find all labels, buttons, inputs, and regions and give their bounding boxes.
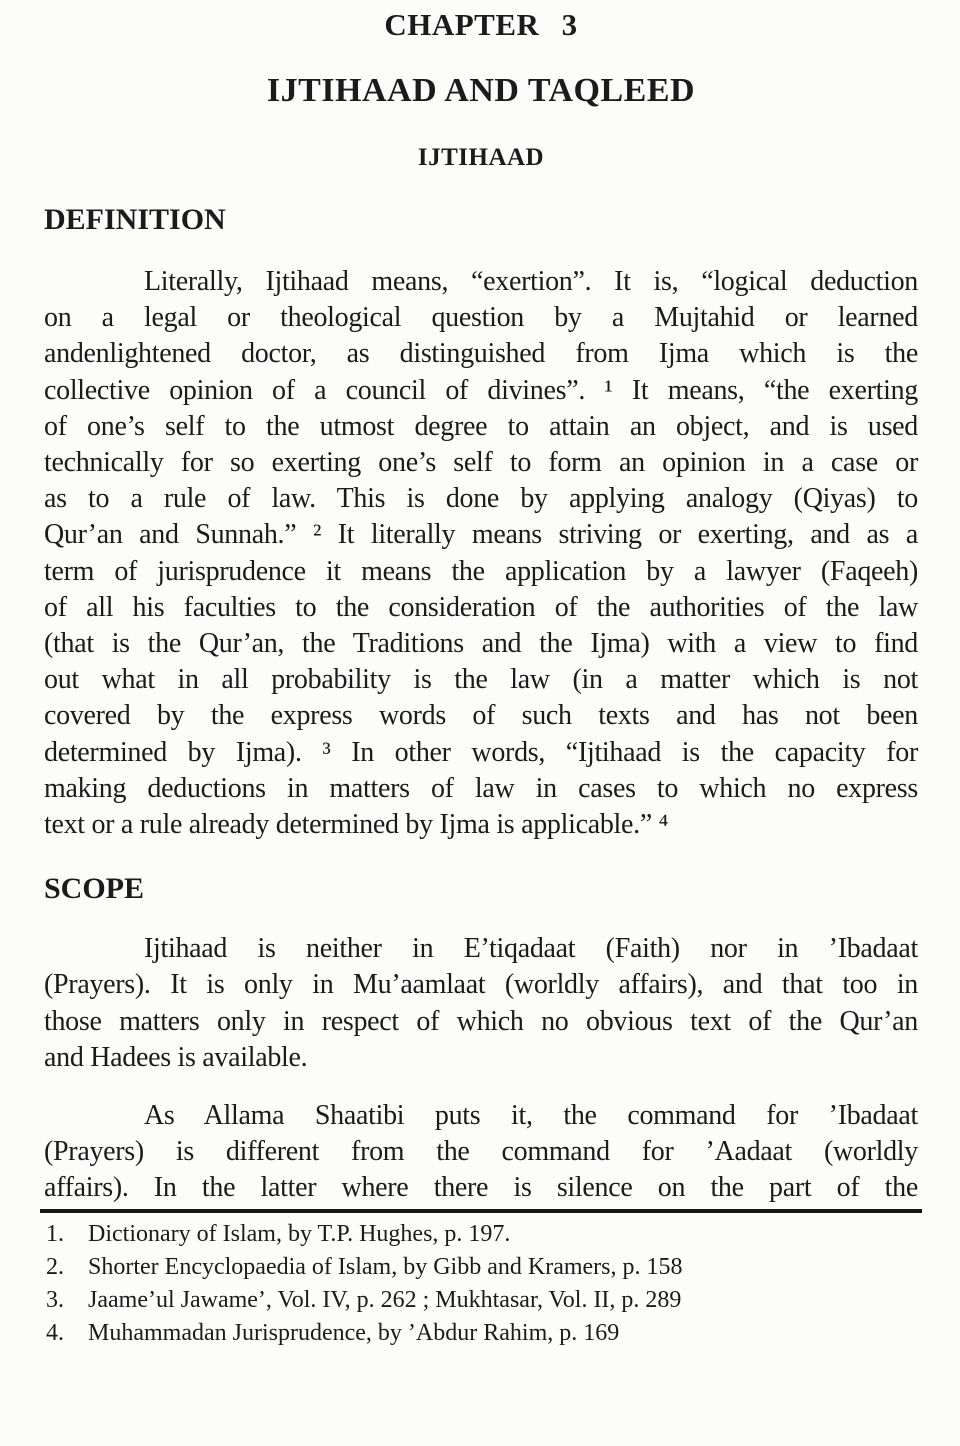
chapter-subtitle: IJTIHAAD <box>417 144 545 171</box>
section-heading-scope: SCOPE <box>44 872 145 906</box>
definition-paragraph <box>44 264 918 843</box>
paragraph-line: technically for so exerting one’s self to form an opinion in a case or <box>44 447 918 479</box>
paragraph-line: (Prayers). It is only in Mu’aamlaat (worldly affairs), and that too in <box>44 969 918 1001</box>
paragraph-line: (that is the Qur’an, the Traditions and the Ijma) with a view to find <box>44 628 918 660</box>
footnote-text: Muhammadan Jurisprudence, by ’Abdur Rahim, p. 169 <box>88 1319 620 1346</box>
scope-paragraph-2 <box>44 1098 918 1207</box>
paragraph-line: Literally, Ijtihaad means, “exertion”. It is, “logical deduction <box>144 266 918 297</box>
footnote-text: Shorter Encyclopaedia of Islam, by Gibb and Kramers, p. 158 <box>88 1253 683 1280</box>
section-heading-definition: DEFINITION <box>44 203 226 236</box>
paragraph-line: text or a rule already determined by Ijma is applicable.” ⁴ <box>44 809 669 841</box>
paragraph-line: as to a rule of law. This is done by applying analogy (Qiyas) to <box>44 483 918 515</box>
footnote-text: Dictionary of Islam, by T.P. Hughes, p. 197. <box>88 1220 511 1247</box>
paragraph-line: collective opinion of a council of divines”. ¹ It means, “the exerting <box>44 374 918 406</box>
paragraph-line: of all his faculties to the consideration of the authorities of the law <box>44 591 918 623</box>
footnote-item <box>46 1218 918 1251</box>
paragraph-line: Qur’an and Sunnah.” ² It literally means striving or exerting, and as a <box>44 519 918 551</box>
paragraph-line: affairs). In the latter where there is silence on the part of the <box>44 1172 918 1204</box>
paragraph-line: covered by the express words of such texts and has not been <box>44 700 918 732</box>
paragraph-line: As Allama Shaatibi puts it, the command for ’Ibadaat <box>144 1100 918 1132</box>
paragraph-line: and Hadees is available. <box>44 1041 308 1073</box>
footnote-number: 2. <box>46 1253 64 1280</box>
paragraph-line: of one’s self to the utmost degree to attain an object, and is used <box>44 410 918 442</box>
scope-paragraph-1 <box>44 931 918 1076</box>
footnotes-section <box>0 1213 960 1350</box>
footnote-text: Jaame’ul Jawame’, Vol. IV, p. 262 ; Mukhtasar, Vol. II, p. 289 <box>88 1286 682 1313</box>
paragraph-line: determined by Ijma). ³ In other words, “Ijtihaad is the capacity for <box>44 736 918 768</box>
chapter-title: IJTIHAAD AND TAQLEED <box>266 72 696 109</box>
chapter-heading: CHAPTER 3 <box>384 7 578 42</box>
footnote-number: 3. <box>46 1286 64 1313</box>
footnote-item <box>46 1251 918 1284</box>
paragraph-line: andenlightened doctor, as distinguished from Ijma which is the <box>44 338 918 370</box>
paragraph-line: on a legal or theological question by a Mujtahid or learned <box>44 302 918 334</box>
paragraph-line: making deductions in matters of law in cases to which no express <box>44 772 918 804</box>
paragraph-line: (Prayers) is different from the command for ’Aadaat (worldly <box>44 1136 918 1168</box>
paragraph-line: those matters only in respect of which no obvious text of the Qur’an <box>44 1005 918 1037</box>
footnote-item <box>46 1284 918 1317</box>
paragraph-line: out what in all probability is the law (in a matter which is not <box>44 664 918 696</box>
footnote-number: 1. <box>46 1220 64 1247</box>
footnote-item <box>46 1317 918 1350</box>
paragraph-line: term of jurisprudence it means the application by a lawyer (Faqeeh) <box>44 555 918 587</box>
footnote-number: 4. <box>46 1319 64 1346</box>
paragraph-line: Ijtihaad is neither in E’tiqadaat (Faith) nor in ’Ibadaat <box>144 933 918 965</box>
